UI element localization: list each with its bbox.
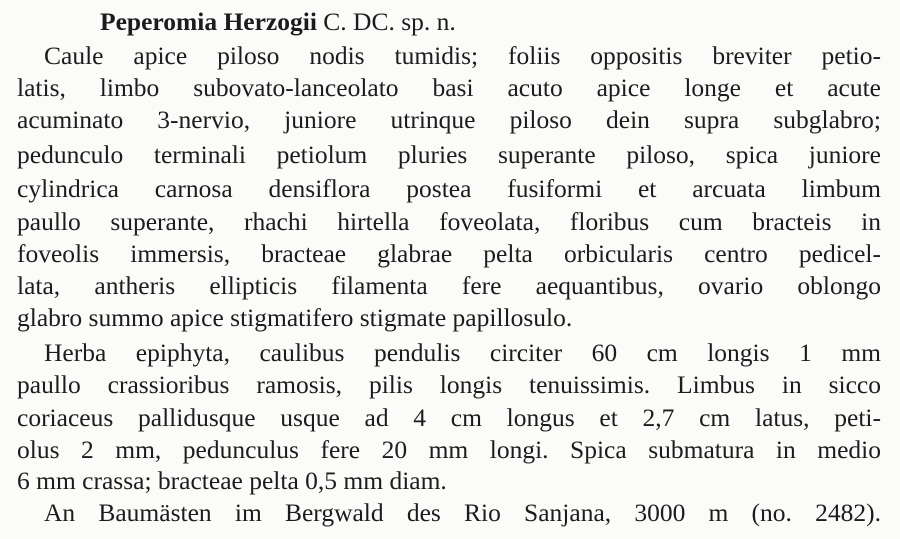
diagnosis-line: paullo superante, rhachi hirtella foveolata, floribus cum bracteis in <box>17 207 881 236</box>
species-authority: C. DC. sp. n. <box>323 7 456 36</box>
description-line: 6 mm crassa; bracteae pelta 0,5 mm diam. <box>17 466 447 495</box>
diagnosis-line: acuminato 3-nervio, juniore utrinque piloso dein supra subglabro; <box>17 105 881 134</box>
description-line: coriaceus pallidusque usque ad 4 cm longus et 2,7 cm latus, peti- <box>17 403 881 432</box>
diagnosis-line: pedunculo terminali petiolum pluries superante piloso, spica juniore <box>17 140 881 169</box>
diagnosis-line: cylindrica carnosa densiflora postea fusiformi et arcuata limbum <box>17 174 881 203</box>
description-line: paullo crassioribus ramosis, pilis longis tenuissimis. Limbus in sicco <box>17 370 881 399</box>
description-line: Herba epiphyta, caulibus pendulis circiter 60 cm longis 1 mm <box>44 338 881 367</box>
species-name: Peperomia Herzogii <box>100 7 317 36</box>
diagnosis-line: Caule apice piloso nodis tumidis; foliis oppositis breviter petio- <box>44 41 881 70</box>
diagnosis-line: latis, limbo subovato-lanceolato basi acuto apice longe et acute <box>17 73 881 102</box>
description-line: olus 2 mm, pedunculus fere 20 mm longi. Spica submatura in medio <box>17 435 881 464</box>
locality-line: An Baumästen im Bergwald des Rio Sanjana, 3000 m (no. 2482). <box>44 498 881 527</box>
diagnosis-line: lata, antheris ellipticis filamenta fere aequantibus, ovario oblongo <box>17 271 881 300</box>
species-heading <box>100 6 456 38</box>
diagnosis-line: foveolis immersis, bracteae glabrae pelta orbicularis centro pedicel- <box>17 239 881 268</box>
diagnosis-line: glabro summo apice stigmatifero stigmate papillosulo. <box>17 303 573 332</box>
